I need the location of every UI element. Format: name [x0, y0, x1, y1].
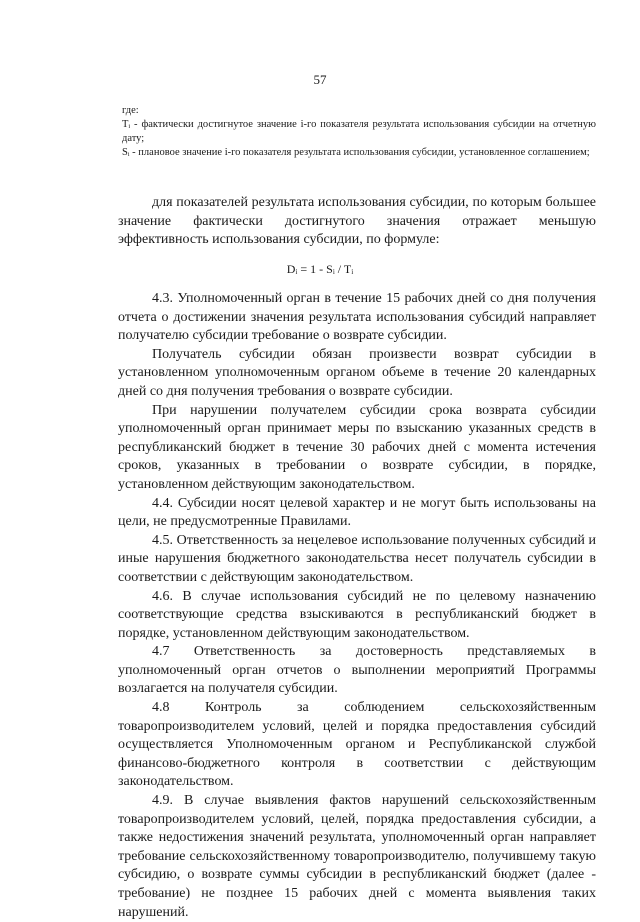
where-block — [122, 104, 596, 160]
where-s-definition: Sᵢ - плановое значение i-го показателя результата использования субсидии, установленное соглашением; — [122, 147, 590, 158]
paragraph-4-5: 4.5. Ответственность за нецелевое использование полученных субсидий и иные нарушения бюджетного законодательства несет получатель субсидии в соответствии с действующим законодательством. — [118, 532, 596, 585]
paragraph-4-8: 4.8 Контроль за соблюдением сельскохозяйственным товаропроизводителем условий, целей и порядка предоставления субсидий осуществляется Уполномоченным органом и Республиканской службой финансово-бюджетного контроля в соответствии с действующим законодательством. — [118, 700, 596, 790]
where-t-definition: Тᵢ - фактически достигнутое значение i-го показателя результата использования субсидии на отчетную дату; — [122, 119, 596, 144]
page-number: 57 — [313, 72, 327, 87]
paragraph-return: Получатель субсидии обязан произвести возврат субсидии в установленном уполномоченным органом объеме в течение 20 календарных дней со дня получения требования о возврате субсидии. — [118, 346, 596, 399]
paragraph-4-3: 4.3. Уполномоченный орган в течение 15 рабочих дней со дня получения отчета о достижении значения результата использования субсидий направляет получателю субсидии требование о возврате субсидии. — [118, 291, 596, 344]
formula: Dᵢ = 1 - Sᵢ / Tᵢ — [286, 262, 354, 276]
paragraph-4-9: 4.9. В случае выявления фактов нарушений сельскохозяйственным товаропроизводителем условий, целей, порядка предоставления субсидии, а также недостижения значений результата, уполномоченный орган направляет требование сельскохозяйственному товаропроизводителю, получившему такую субсидию, о возврате суммы субсидии в республиканский бюджет (далее - требование) не позднее 15 рабочих дней с момента выявления таких нарушений. — [118, 793, 596, 920]
paragraph-4-7: 4.7 Ответственность за достоверность представляемых в уполномоченный орган отчетов о выполнении мероприятий Программы возлагается на получателя субсидии. — [118, 644, 596, 697]
where-intro: где: — [122, 105, 139, 116]
intro-paragraph: для показателей результата использования субсидии, по которым большее значение фактически достигнутого значения отражает меньшую эффективность использования субсидии, по формуле: — [118, 195, 596, 248]
paragraph-4-6: 4.6. В случае использования субсидий не по целевому назначению соответствующие средства взыскиваются в республиканский бюджет в порядке, установленном действующим законодательством. — [118, 588, 596, 641]
main-text — [118, 290, 596, 922]
paragraph-4-4: 4.4. Субсидии носят целевой характер и не могут быть использованы на цели, не предусмотренные Правилами. — [118, 495, 596, 530]
paragraph-violation: При нарушении получателем субсидии срока возврата субсидии уполномоченный орган принимает меры по взысканию указанных средств в республиканский бюджет в течение 30 рабочих дней с момента истечения сроков, указанных в требовании о возврате субсидии, в порядке, установленном действующим законодательством. — [118, 402, 596, 492]
intro-paragraph-block — [118, 194, 596, 250]
